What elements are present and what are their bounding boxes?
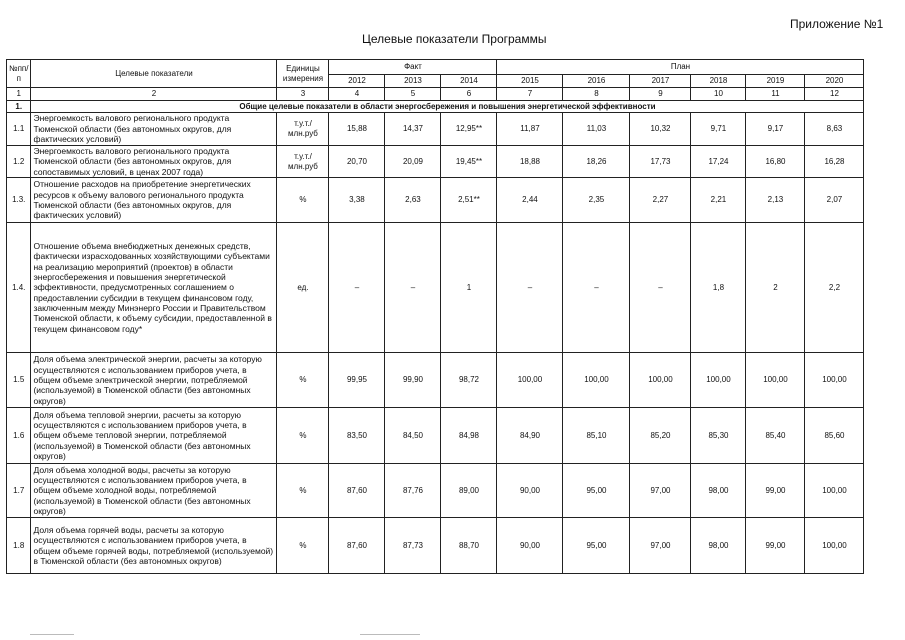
- value-cell: 3,38: [329, 178, 385, 223]
- value-cell: 83,50: [329, 408, 385, 464]
- column-number-cell: 10: [691, 88, 746, 101]
- year-header: 2016: [563, 75, 630, 88]
- indicator-name: Энергоемкость валового регионального продукта Тюменской области (без автономных округов, для фактических условий): [31, 113, 277, 146]
- value-cell: 17,73: [630, 146, 691, 178]
- scan-artifact-line: [30, 634, 74, 635]
- value-cell: 84,50: [385, 408, 441, 464]
- column-number-cell: 6: [441, 88, 497, 101]
- column-number-cell: 9: [630, 88, 691, 101]
- value-cell: 99,00: [746, 518, 805, 574]
- unit-cell: %: [277, 178, 329, 223]
- value-cell: 85,10: [563, 408, 630, 464]
- year-header: 2017: [630, 75, 691, 88]
- table-row: [7, 146, 864, 178]
- value-cell: 2: [746, 223, 805, 353]
- value-cell: 87,73: [385, 518, 441, 574]
- column-number-cell: 7: [497, 88, 563, 101]
- value-cell: –: [329, 223, 385, 353]
- value-cell: 89,00: [441, 464, 497, 518]
- year-header: 2018: [691, 75, 746, 88]
- value-cell: 85,60: [805, 408, 864, 464]
- row-number: 1.8: [7, 518, 31, 574]
- header-row: [7, 60, 864, 75]
- indicator-name: Доля объема электрической энергии, расчеты за которую осуществляются с использованием приборов учета, в общем объеме электрической энергии, потребляемой (используемой) в Тюменской области (без автономных округов): [31, 353, 277, 408]
- row-number: 1.3.: [7, 178, 31, 223]
- value-cell: 98,72: [441, 353, 497, 408]
- section-row: [7, 101, 864, 113]
- value-cell: 1,8: [691, 223, 746, 353]
- indicator-name: Отношение расходов на приобретение энергетических ресурсов к объему валового регионального продукта Тюменской области (без автономных округов, для фактических условий): [31, 178, 277, 223]
- unit-cell: %: [277, 408, 329, 464]
- target-indicators-table: [6, 59, 864, 574]
- value-cell: 11,03: [563, 113, 630, 146]
- row-number: 1.5: [7, 353, 31, 408]
- value-cell: 18,26: [563, 146, 630, 178]
- value-cell: 97,00: [630, 518, 691, 574]
- column-number-cell: 3: [277, 88, 329, 101]
- value-cell: 14,37: [385, 113, 441, 146]
- value-cell: 100,00: [805, 353, 864, 408]
- value-cell: 18,88: [497, 146, 563, 178]
- value-cell: 15,88: [329, 113, 385, 146]
- value-cell: 2,63: [385, 178, 441, 223]
- column-number-row: [7, 88, 864, 101]
- value-cell: 87,60: [329, 464, 385, 518]
- value-cell: 98,00: [691, 518, 746, 574]
- value-cell: 2,44: [497, 178, 563, 223]
- indicator-name: Доля объема холодной воды, расчеты за которую осуществляются с использованием приборов учета, в общем объеме холодной воды, потребляемой (используемой) в Тюменской области (без автономных округов): [31, 464, 277, 518]
- table-row: [7, 223, 864, 353]
- value-cell: –: [630, 223, 691, 353]
- column-number-cell: 1: [7, 88, 31, 101]
- value-cell: 100,00: [630, 353, 691, 408]
- value-cell: 84,98: [441, 408, 497, 464]
- value-cell: 9,71: [691, 113, 746, 146]
- value-cell: 8,63: [805, 113, 864, 146]
- value-cell: 100,00: [691, 353, 746, 408]
- unit-cell: %: [277, 353, 329, 408]
- unit-cell: ед.: [277, 223, 329, 353]
- indicator-name: Отношение объема внебюджетных денежных средств, фактически израсходованных хозяйствующими субъектами на реализацию мероприятий (проектов) в области энергосбережения и повышения энергетической эффективности, предусмотренных соглашением о предоставлении субсидии в текущем финансовом году, заключенным между Минэнерго России и Правительством Тюменской области, к объему субсидии, предоставленной в текущем финансовом году*: [31, 223, 277, 353]
- table-row: [7, 113, 864, 146]
- value-cell: 84,90: [497, 408, 563, 464]
- row-number: 1.4.: [7, 223, 31, 353]
- value-cell: 1: [441, 223, 497, 353]
- value-cell: 100,00: [805, 464, 864, 518]
- unit-cell: т.у.т./млн.руб: [277, 146, 329, 178]
- table-row: [7, 408, 864, 464]
- table-row: [7, 464, 864, 518]
- column-number-cell: 8: [563, 88, 630, 101]
- value-cell: 90,00: [497, 464, 563, 518]
- table-row: [7, 518, 864, 574]
- scan-artifact-line: [360, 634, 420, 635]
- value-cell: 87,60: [329, 518, 385, 574]
- row-number: 1.6: [7, 408, 31, 464]
- value-cell: 12,95**: [441, 113, 497, 146]
- unit-cell: %: [277, 464, 329, 518]
- page-title: Целевые показатели Программы: [362, 32, 547, 46]
- column-number-cell: 4: [329, 88, 385, 101]
- value-cell: 99,95: [329, 353, 385, 408]
- value-cell: 99,90: [385, 353, 441, 408]
- value-cell: 2,13: [746, 178, 805, 223]
- row-number: 1.7: [7, 464, 31, 518]
- value-cell: 100,00: [746, 353, 805, 408]
- value-cell: 2,51**: [441, 178, 497, 223]
- indicator-name: Доля объема тепловой энергии, расчеты за которую осуществляются с использованием приборов учета, в общем объеме тепловой энергии, потребляемой (используемой) в Тюменской области (без автономных округов): [31, 408, 277, 464]
- value-cell: 11,87: [497, 113, 563, 146]
- value-cell: 88,70: [441, 518, 497, 574]
- unit-cell: т.у.т./млн.руб: [277, 113, 329, 146]
- value-cell: 2,21: [691, 178, 746, 223]
- table-row: [7, 178, 864, 223]
- appendix-label: Приложение №1: [790, 17, 884, 31]
- value-cell: 2,35: [563, 178, 630, 223]
- section-title: Общие целевые показатели в области энергосбережения и повышения энергетической эффективности: [31, 101, 864, 113]
- unit-cell: %: [277, 518, 329, 574]
- col-num-header: №пп/п: [7, 60, 31, 88]
- value-cell: 87,76: [385, 464, 441, 518]
- value-cell: 2,07: [805, 178, 864, 223]
- value-cell: 95,00: [563, 464, 630, 518]
- value-cell: 85,30: [691, 408, 746, 464]
- value-cell: 100,00: [563, 353, 630, 408]
- value-cell: 17,24: [691, 146, 746, 178]
- value-cell: 85,40: [746, 408, 805, 464]
- value-cell: 100,00: [805, 518, 864, 574]
- year-header: 2013: [385, 75, 441, 88]
- table-row: [7, 353, 864, 408]
- value-cell: 9,17: [746, 113, 805, 146]
- fact-header: Факт: [329, 60, 497, 75]
- col-unit-header: Единицы измерения: [277, 60, 329, 88]
- section-num: 1.: [7, 101, 31, 113]
- indicator-name: Энергоемкость валового регионального продукта Тюменской области (без автономных округов, для сопоставимых условий, в ценах 2007 года): [31, 146, 277, 178]
- value-cell: 19,45**: [441, 146, 497, 178]
- value-cell: 100,00: [497, 353, 563, 408]
- value-cell: 97,00: [630, 464, 691, 518]
- column-number-cell: 12: [805, 88, 864, 101]
- value-cell: –: [385, 223, 441, 353]
- value-cell: 85,20: [630, 408, 691, 464]
- year-header: 2020: [805, 75, 864, 88]
- value-cell: 2,27: [630, 178, 691, 223]
- value-cell: 99,00: [746, 464, 805, 518]
- year-header: 2012: [329, 75, 385, 88]
- value-cell: 2,2: [805, 223, 864, 353]
- value-cell: 95,00: [563, 518, 630, 574]
- row-number: 1.2: [7, 146, 31, 178]
- indicator-name: Доля объема горячей воды, расчеты за которую осуществляются с использованием приборов учета, в общем объеме горячей воды, потребляемой (используемой) в Тюменской области (без автономных округов): [31, 518, 277, 574]
- value-cell: 16,28: [805, 146, 864, 178]
- value-cell: 16,80: [746, 146, 805, 178]
- year-header: 2015: [497, 75, 563, 88]
- value-cell: –: [497, 223, 563, 353]
- value-cell: 90,00: [497, 518, 563, 574]
- column-number-cell: 5: [385, 88, 441, 101]
- value-cell: 20,70: [329, 146, 385, 178]
- value-cell: 20,09: [385, 146, 441, 178]
- year-header: 2019: [746, 75, 805, 88]
- value-cell: 10,32: [630, 113, 691, 146]
- column-number-cell: 11: [746, 88, 805, 101]
- value-cell: –: [563, 223, 630, 353]
- row-number: 1.1: [7, 113, 31, 146]
- year-header: 2014: [441, 75, 497, 88]
- value-cell: 98,00: [691, 464, 746, 518]
- col-indicator-header: Целевые показатели: [31, 60, 277, 88]
- column-number-cell: 2: [31, 88, 277, 101]
- plan-header: План: [497, 60, 864, 75]
